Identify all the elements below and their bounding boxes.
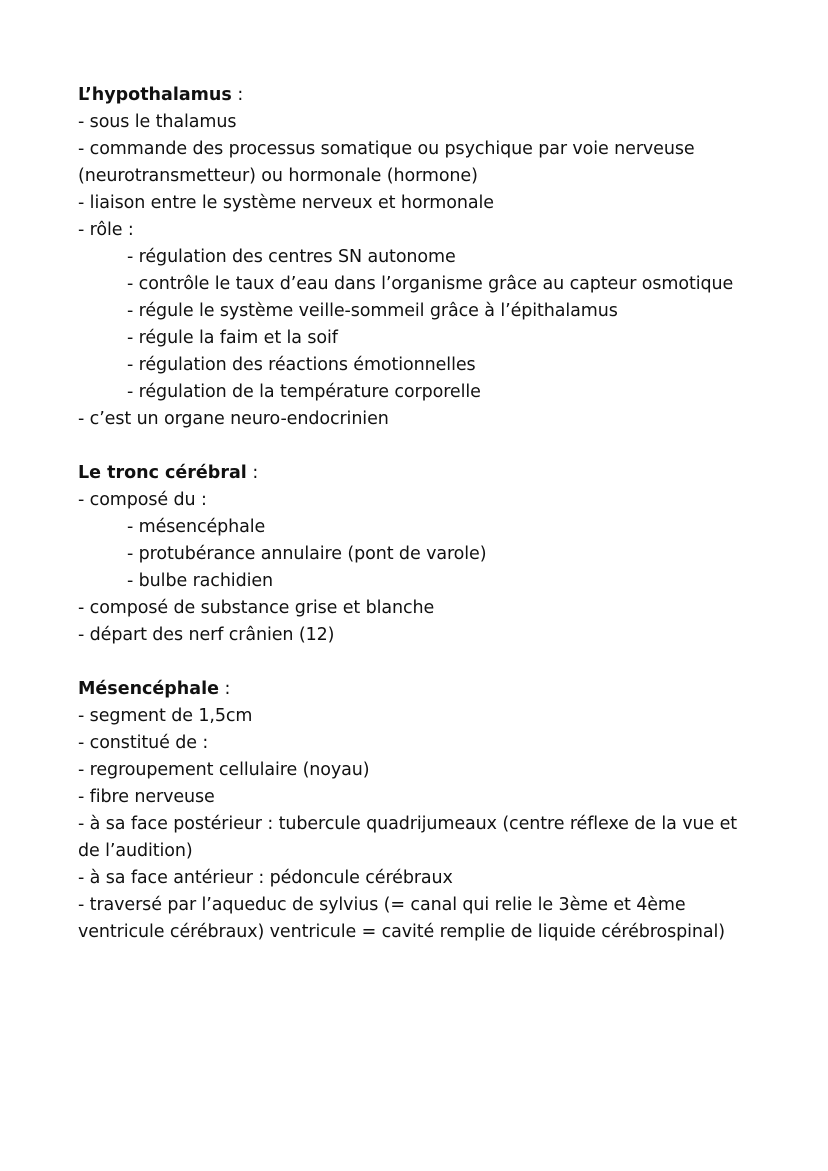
list-item: - constitué de : bbox=[78, 733, 209, 753]
section-heading bbox=[78, 82, 778, 109]
section-title-suffix: : bbox=[218, 679, 231, 699]
list-item-indented: - régule la faim et la soif bbox=[127, 328, 338, 348]
list-item: - composé de substance grise et blanche bbox=[78, 598, 435, 618]
section-heading bbox=[78, 676, 778, 703]
list-item: - rôle : bbox=[78, 220, 134, 240]
list-item-indented: - mésencéphale bbox=[127, 517, 266, 537]
list-item: - regroupement cellulaire (noyau) bbox=[78, 760, 370, 780]
list-item: - segment de 1,5cm bbox=[78, 706, 253, 726]
list-item-indented: - régulation de la température corporelle bbox=[127, 382, 481, 402]
list-item: - c’est un organe neuro-endocrinien bbox=[78, 409, 389, 429]
list-item-indented: - régulation des centres SN autonome bbox=[127, 247, 456, 267]
list-item: - fibre nerveuse bbox=[78, 787, 215, 807]
list-item: - sous le thalamus bbox=[78, 112, 237, 132]
list-item-indented: - régulation des réactions émotionnelles bbox=[127, 355, 476, 375]
section-title: L’hypothalamus bbox=[78, 85, 232, 105]
section-tronc-cerebral bbox=[78, 460, 778, 649]
list-item-indented: - protubérance annulaire (pont de varole) bbox=[127, 544, 487, 564]
list-item: - traversé par l’aqueduc de sylvius (= canal qui relie le 3ème et 4ème ventricule cérébraux) ventricule = cavité remplie de liquide cérébrospinal) bbox=[78, 895, 726, 942]
list-item: - liaison entre le système nerveux et hormonale bbox=[78, 193, 494, 213]
section-heading bbox=[78, 460, 778, 487]
section-mesencephale bbox=[78, 676, 778, 946]
section-hypothalamus bbox=[78, 82, 778, 433]
list-item-indented: - bulbe rachidien bbox=[127, 571, 273, 591]
list-item: - à sa face postérieur : tubercule quadrijumeaux (centre réflexe de la vue et de l’audition) bbox=[78, 814, 738, 861]
section-title-suffix: : bbox=[231, 85, 244, 105]
list-item: - commande des processus somatique ou psychique par voie nerveuse (neurotransmetteur) ou hormonale (hormone) bbox=[78, 139, 695, 186]
document-content bbox=[78, 82, 778, 973]
section-title: Le tronc cérébral bbox=[78, 463, 247, 483]
list-item: - composé du : bbox=[78, 490, 207, 510]
list-item-indented: - régule le système veille-sommeil grâce à l’épithalamus bbox=[127, 301, 618, 321]
section-title-suffix: : bbox=[246, 463, 259, 483]
section-title: Mésencéphale bbox=[78, 679, 219, 699]
list-item-indented: - contrôle le taux d’eau dans l’organisme grâce au capteur osmotique bbox=[127, 274, 734, 294]
list-item: - à sa face antérieur : pédoncule cérébraux bbox=[78, 868, 453, 888]
list-item: - départ des nerf crânien (12) bbox=[78, 625, 335, 645]
